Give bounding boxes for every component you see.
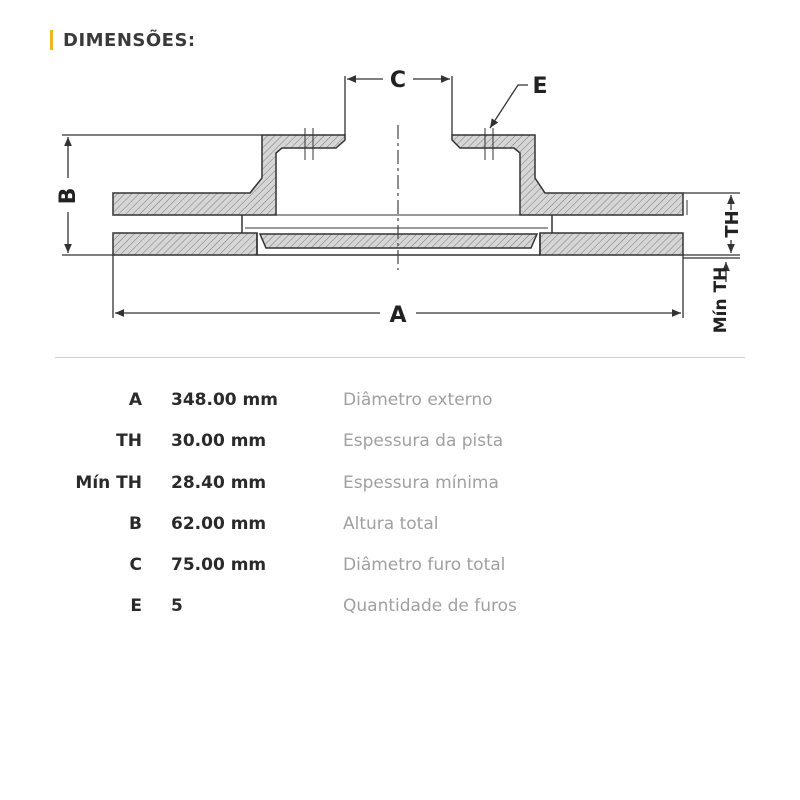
label-b: B xyxy=(56,187,81,205)
spec-key: A xyxy=(128,390,142,410)
specs-table xyxy=(0,384,800,632)
ring-left xyxy=(113,233,257,255)
ring-right xyxy=(540,233,683,255)
spec-description: Diâmetro externo xyxy=(343,390,493,410)
brake-disc-diagram xyxy=(0,0,800,350)
spec-description: Espessura da pista xyxy=(343,431,504,452)
label-th: TH xyxy=(722,210,743,238)
spec-description: Quantidade de furos xyxy=(343,596,517,617)
spec-value: 62.00 mm xyxy=(171,513,267,534)
spec-key: TH xyxy=(116,431,142,452)
hat-right xyxy=(452,135,683,215)
spec-value: 5 xyxy=(171,596,183,617)
label-c: C xyxy=(389,68,407,93)
spec-description: Diâmetro furo total xyxy=(343,555,506,576)
spec-value: 28.40 mm xyxy=(171,472,267,493)
divider xyxy=(55,357,745,358)
hat-left xyxy=(113,135,345,215)
section-title: DIMENSÕES: xyxy=(63,29,196,51)
spec-row xyxy=(0,467,800,508)
spec-row xyxy=(0,549,800,590)
spec-row xyxy=(0,425,800,466)
spec-row xyxy=(0,508,800,549)
label-min-th: Mín TH xyxy=(711,266,731,334)
disc-section xyxy=(113,135,687,255)
spec-key: Mín TH xyxy=(75,472,142,493)
spec-key: C xyxy=(129,555,142,576)
spec-row xyxy=(0,590,800,631)
label-e: E xyxy=(532,74,548,99)
spec-key: E xyxy=(130,596,142,617)
spec-value: 75.00 mm xyxy=(171,555,267,576)
dimension-e-leader xyxy=(490,85,528,128)
label-a: A xyxy=(389,303,407,328)
spec-row xyxy=(0,384,800,425)
spec-key: B xyxy=(129,513,142,534)
spec-description: Espessura mínima xyxy=(343,472,499,493)
spec-description: Altura total xyxy=(343,513,439,534)
spec-value: 348.00 mm xyxy=(171,390,278,410)
spec-value: 30.00 mm xyxy=(171,431,267,452)
